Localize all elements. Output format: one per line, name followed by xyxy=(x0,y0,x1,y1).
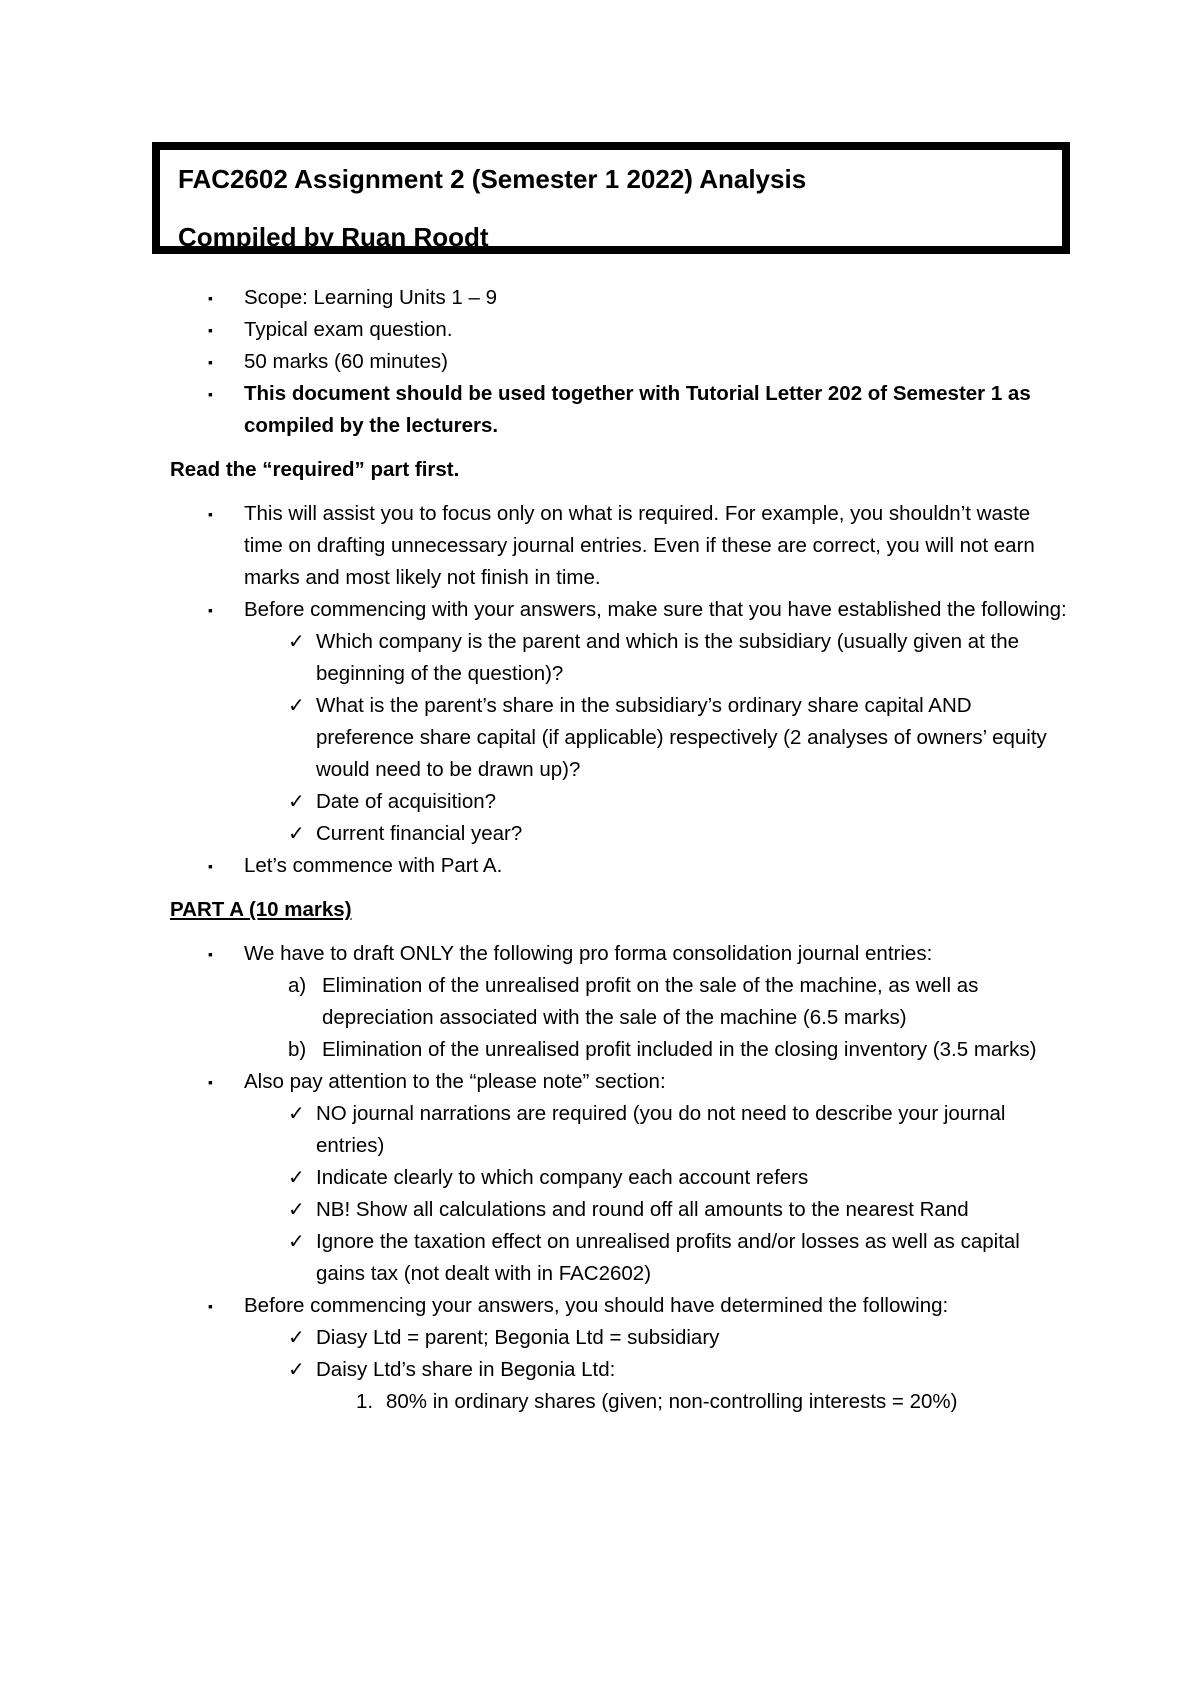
bullet-icon: ▪ xyxy=(208,322,213,338)
list-item: ▪ Let’s commence with Part A. xyxy=(170,850,1070,882)
check-item: ✓ Date of acquisition? xyxy=(244,786,1070,818)
check-item: ✓ Diasy Ltd = parent; Begonia Ltd = subsidiary xyxy=(244,1322,1070,1354)
document-title: FAC2602 Assignment 2 (Semester 1 2022) Analysis xyxy=(178,164,807,194)
list-item: ▪ This will assist you to focus only on what is required. For example, you shouldn’t waste time on drafting unnecessary journal entries. Even if these are correct, you will not earn marks and most likely not finish in time. xyxy=(170,498,1070,594)
required-list xyxy=(170,498,1070,882)
check-item: ✓ NB! Show all calculations and round off all amounts to the nearest Rand xyxy=(244,1194,1070,1226)
list-item: ▪ Before commencing with your answers, make sure that you have established the following: ✓ Which company is the parent and which is the subsidiary (usually given at the beginning of the question)? ✓ What is the parent’s share in the subsidiary’s ordinary share capital AND preference share capital (if applicable) respectively (2 analyses of owners’ equity would need to be drawn up)? ✓ Date of acquisition? ✓ Current financial year? xyxy=(170,594,1070,850)
numbered-item: 1. 80% in ordinary shares (given; non-controlling interests = 20%) xyxy=(356,1390,958,1413)
read-required-heading: Read the “required” part first. xyxy=(170,458,460,481)
title-box xyxy=(152,142,1070,254)
check-icon: ✓ xyxy=(288,791,305,813)
check-item: ✓ Current financial year? xyxy=(244,818,1070,850)
document-body xyxy=(170,282,1070,1418)
list-item: ▪ This document should be used together with Tutorial Letter 202 of Semester 1 as compiled by the lecturers. xyxy=(170,378,1070,442)
check-item: ✓ Ignore the taxation effect on unrealised profits and/or losses as well as capital gains tax (not dealt with in FAC2602) xyxy=(244,1226,1070,1290)
list-item: ▪ Also pay attention to the “please note” section: ✓ NO journal narrations are required (you do not need to describe your journal entries) ✓ Indicate clearly to which company each account refers ✓ NB! Show all calculations and round off all amounts to the nearest Rand ✓ Ignore the taxation effect on unrealised profits and/or losses as well as capital gains tax (not dealt with in FAC2602) xyxy=(170,1066,1070,1290)
numbered-list xyxy=(316,1386,1070,1418)
bullet-icon: ▪ xyxy=(208,1074,213,1090)
bullet-icon: ▪ xyxy=(208,386,213,402)
bullet-icon: ▪ xyxy=(208,506,213,522)
check-icon: ✓ xyxy=(288,823,305,845)
checklist xyxy=(244,626,1070,850)
check-item: ✓ Which company is the parent and which is the subsidiary (usually given at the beginning of the question)? xyxy=(244,626,1070,690)
check-icon: ✓ xyxy=(288,1199,305,1221)
bullet-icon: ▪ xyxy=(208,602,213,618)
bullet-icon: ▪ xyxy=(208,1298,213,1314)
check-icon: ✓ xyxy=(288,631,305,653)
part-a-heading: PART A (10 marks) xyxy=(170,898,352,921)
bullet-icon: ▪ xyxy=(208,354,213,370)
check-icon: ✓ xyxy=(288,1359,305,1381)
list-item: ▪ Scope: Learning Units 1 – 9 xyxy=(170,282,1070,314)
bullet-icon: ▪ xyxy=(208,858,213,874)
intro-list xyxy=(170,282,1070,442)
lettered-item: a) Elimination of the unrealised profit on the sale of the machine, as well as depreciation associated with the sale of the machine (6.5 marks) xyxy=(288,974,979,1029)
document-author: Compiled by Ruan Roodt xyxy=(178,222,489,252)
part-a-list xyxy=(170,938,1070,1418)
check-item: ✓ Indicate clearly to which company each account refers xyxy=(244,1162,1070,1194)
bullet-icon: ▪ xyxy=(208,290,213,306)
check-item: ✓ What is the parent’s share in the subsidiary’s ordinary share capital AND preference share capital (if applicable) respectively (2 analyses of owners’ equity would need to be drawn up)? xyxy=(244,690,1070,786)
checklist xyxy=(244,1098,1070,1290)
checklist xyxy=(244,1322,1070,1418)
check-icon: ✓ xyxy=(288,1103,305,1125)
list-item: ▪ Before commencing your answers, you should have determined the following: ✓ Diasy Ltd = parent; Begonia Ltd = subsidiary ✓ Daisy Ltd’s share in Begonia Ltd: 1. 80% in ordinary shares (given; non-controlling interests = 20%) xyxy=(170,1290,1070,1418)
check-item: ✓ Daisy Ltd’s share in Begonia Ltd: 1. 80% in ordinary shares (given; non-controlling interests = 20%) xyxy=(244,1354,1070,1418)
list-item: ▪ Typical exam question. xyxy=(170,314,1070,346)
check-icon: ✓ xyxy=(288,1327,305,1349)
check-icon: ✓ xyxy=(288,695,305,717)
list-item: ▪ 50 marks (60 minutes) xyxy=(170,346,1070,378)
lettered-list xyxy=(244,970,1070,1066)
lettered-item: b) Elimination of the unrealised profit included in the closing inventory (3.5 marks) xyxy=(288,1038,1037,1061)
check-icon: ✓ xyxy=(288,1231,305,1253)
list-item: ▪ We have to draft ONLY the following pro forma consolidation journal entries: a) Elimination of the unrealised profit on the sale of the machine, as well as depreciation associated with the sale of the machine (6.5 marks) b) Elimination of the unrealised profit included in the closing inventory (3.5 marks) xyxy=(170,938,1070,1066)
check-icon: ✓ xyxy=(288,1167,305,1189)
check-item: ✓ NO journal narrations are required (you do not need to describe your journal entries) xyxy=(244,1098,1070,1162)
bullet-icon: ▪ xyxy=(208,946,213,962)
